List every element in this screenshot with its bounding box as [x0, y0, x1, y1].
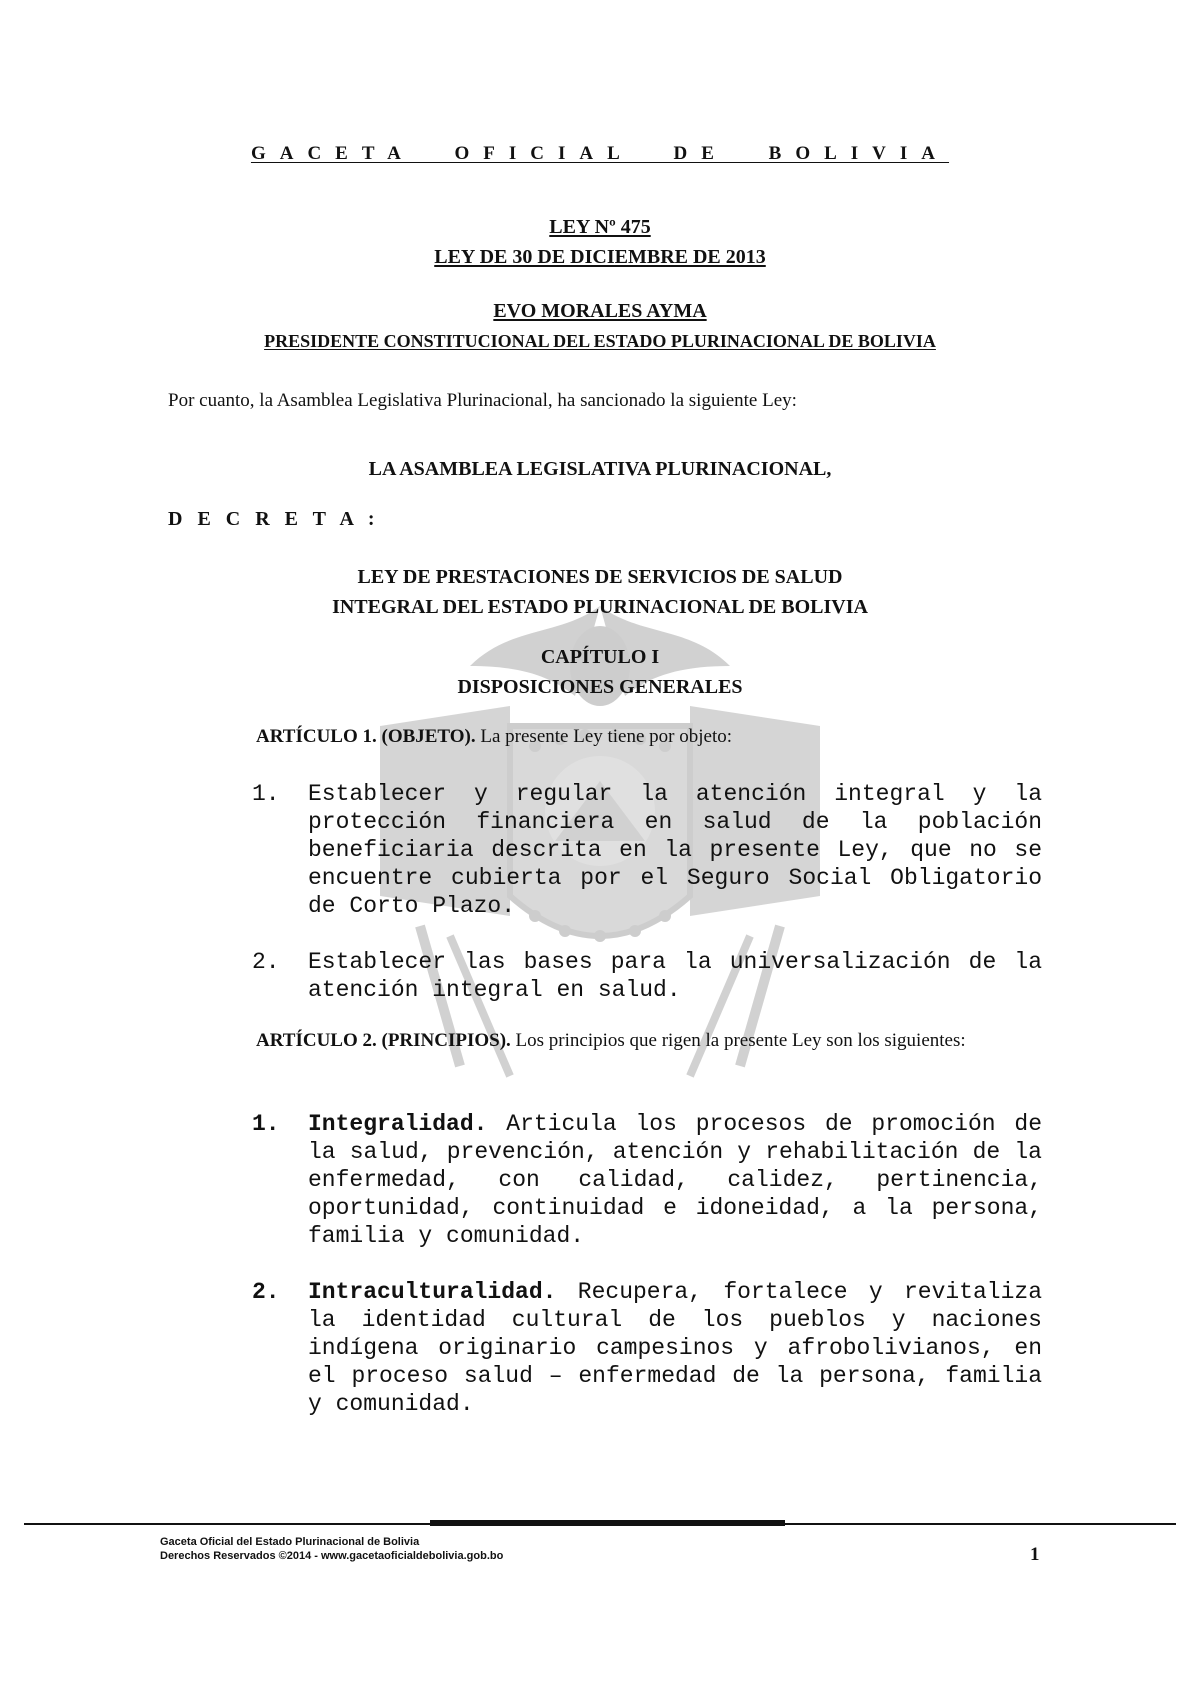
article-1 — [256, 724, 1056, 750]
list-item-text: Establecer las bases para la universalización de la atención integral en salud. — [308, 949, 1042, 1003]
president-title: PRESIDENTE CONSTITUCIONAL DEL ESTADO PLURINACIONAL DE BOLIVIA — [264, 331, 936, 351]
article-2-text: Los principios que rigen la presente Ley son los siguientes: — [515, 1030, 966, 1051]
law-title-line-2: INTEGRAL DEL ESTADO PLURINACIONAL DE BOLIVIA — [332, 596, 868, 618]
list-item-number: 2. — [252, 949, 280, 975]
president-block — [0, 296, 1200, 356]
list-item-number: 1. — [252, 781, 280, 807]
article-2-heading: ARTÍCULO 2. (PRINCIPIOS). — [256, 1030, 511, 1051]
law-number: LEY Nº 475 — [549, 216, 651, 238]
preamble-text: Por cuanto, la Asamblea Legislativa Plurinacional, ha sancionado la siguiente Ley: — [168, 390, 797, 411]
president-name: EVO MORALES AYMA — [493, 300, 707, 322]
law-title-line-1: LEY DE PRESTACIONES DE SERVICIOS DE SALUD — [357, 566, 843, 588]
article-1-text: La presente Ley tiene por objeto: — [480, 726, 733, 747]
gazette-masthead: GACETA OFICIAL DE BOLIVIA — [250, 143, 950, 164]
page-number: 1 — [1030, 1544, 1040, 1565]
list-item-number: 2. — [252, 1279, 280, 1305]
law-header — [0, 212, 1200, 272]
list-item-number: 1. — [252, 1111, 280, 1137]
principle-term: Intraculturalidad. — [308, 1279, 557, 1305]
decreta-heading: D E C R E T A : — [168, 508, 380, 530]
footer-publisher: Gaceta Oficial del Estado Plurinacional de Bolivia — [160, 1536, 420, 1548]
law-date: LEY DE 30 DE DICIEMBRE DE 2013 — [434, 246, 766, 268]
principle-term: Integralidad. — [308, 1111, 488, 1137]
chapter-name: DISPOSICIONES GENERALES — [457, 676, 743, 698]
article-2-list — [252, 1110, 1042, 1446]
list-item-text: Articula los procesos de promoción de la salud, prevención, atención y rehabilitación de la enfermedad, con calidad, calidez, pertinencia, oportunidad, continuidad e idoneidad, a la persona, familia y comunidad. — [308, 1111, 1043, 1249]
list-item-text: Recupera, fortalece y revitaliza la identidad cultural de los pueblos y naciones indígena originario campesinos y afrobolivianos, en el proceso salud – enfermedad de la persona, familia y comunidad. — [308, 1279, 1042, 1417]
footer — [160, 1535, 503, 1563]
list-item — [252, 780, 1042, 920]
article-1-list — [252, 780, 1042, 1032]
article-2 — [168, 1028, 1044, 1054]
chapter-label: CAPÍTULO I — [540, 646, 660, 668]
law-title — [0, 562, 1200, 622]
footer-copyright: Derechos Reservados ©2014 - www.gacetaoficialdebolivia.gob.bo — [160, 1550, 504, 1562]
list-item — [252, 1110, 1042, 1250]
list-item-text: Establecer y regular la atención integral y la protección financiera en salud de la población beneficiaria descrita en la presente Ley, que no se encuentre cubierta por el Seguro Social Obligatorio de Corto Plazo. — [308, 781, 1042, 919]
list-item — [252, 948, 1042, 1004]
footer-divider-accent — [430, 1520, 785, 1526]
assembly-heading: LA ASAMBLEA LEGISLATIVA PLURINACIONAL, — [368, 458, 832, 480]
article-1-heading: ARTÍCULO 1. (OBJETO). — [256, 726, 476, 747]
list-item — [252, 1278, 1042, 1418]
chapter-heading — [0, 642, 1200, 702]
